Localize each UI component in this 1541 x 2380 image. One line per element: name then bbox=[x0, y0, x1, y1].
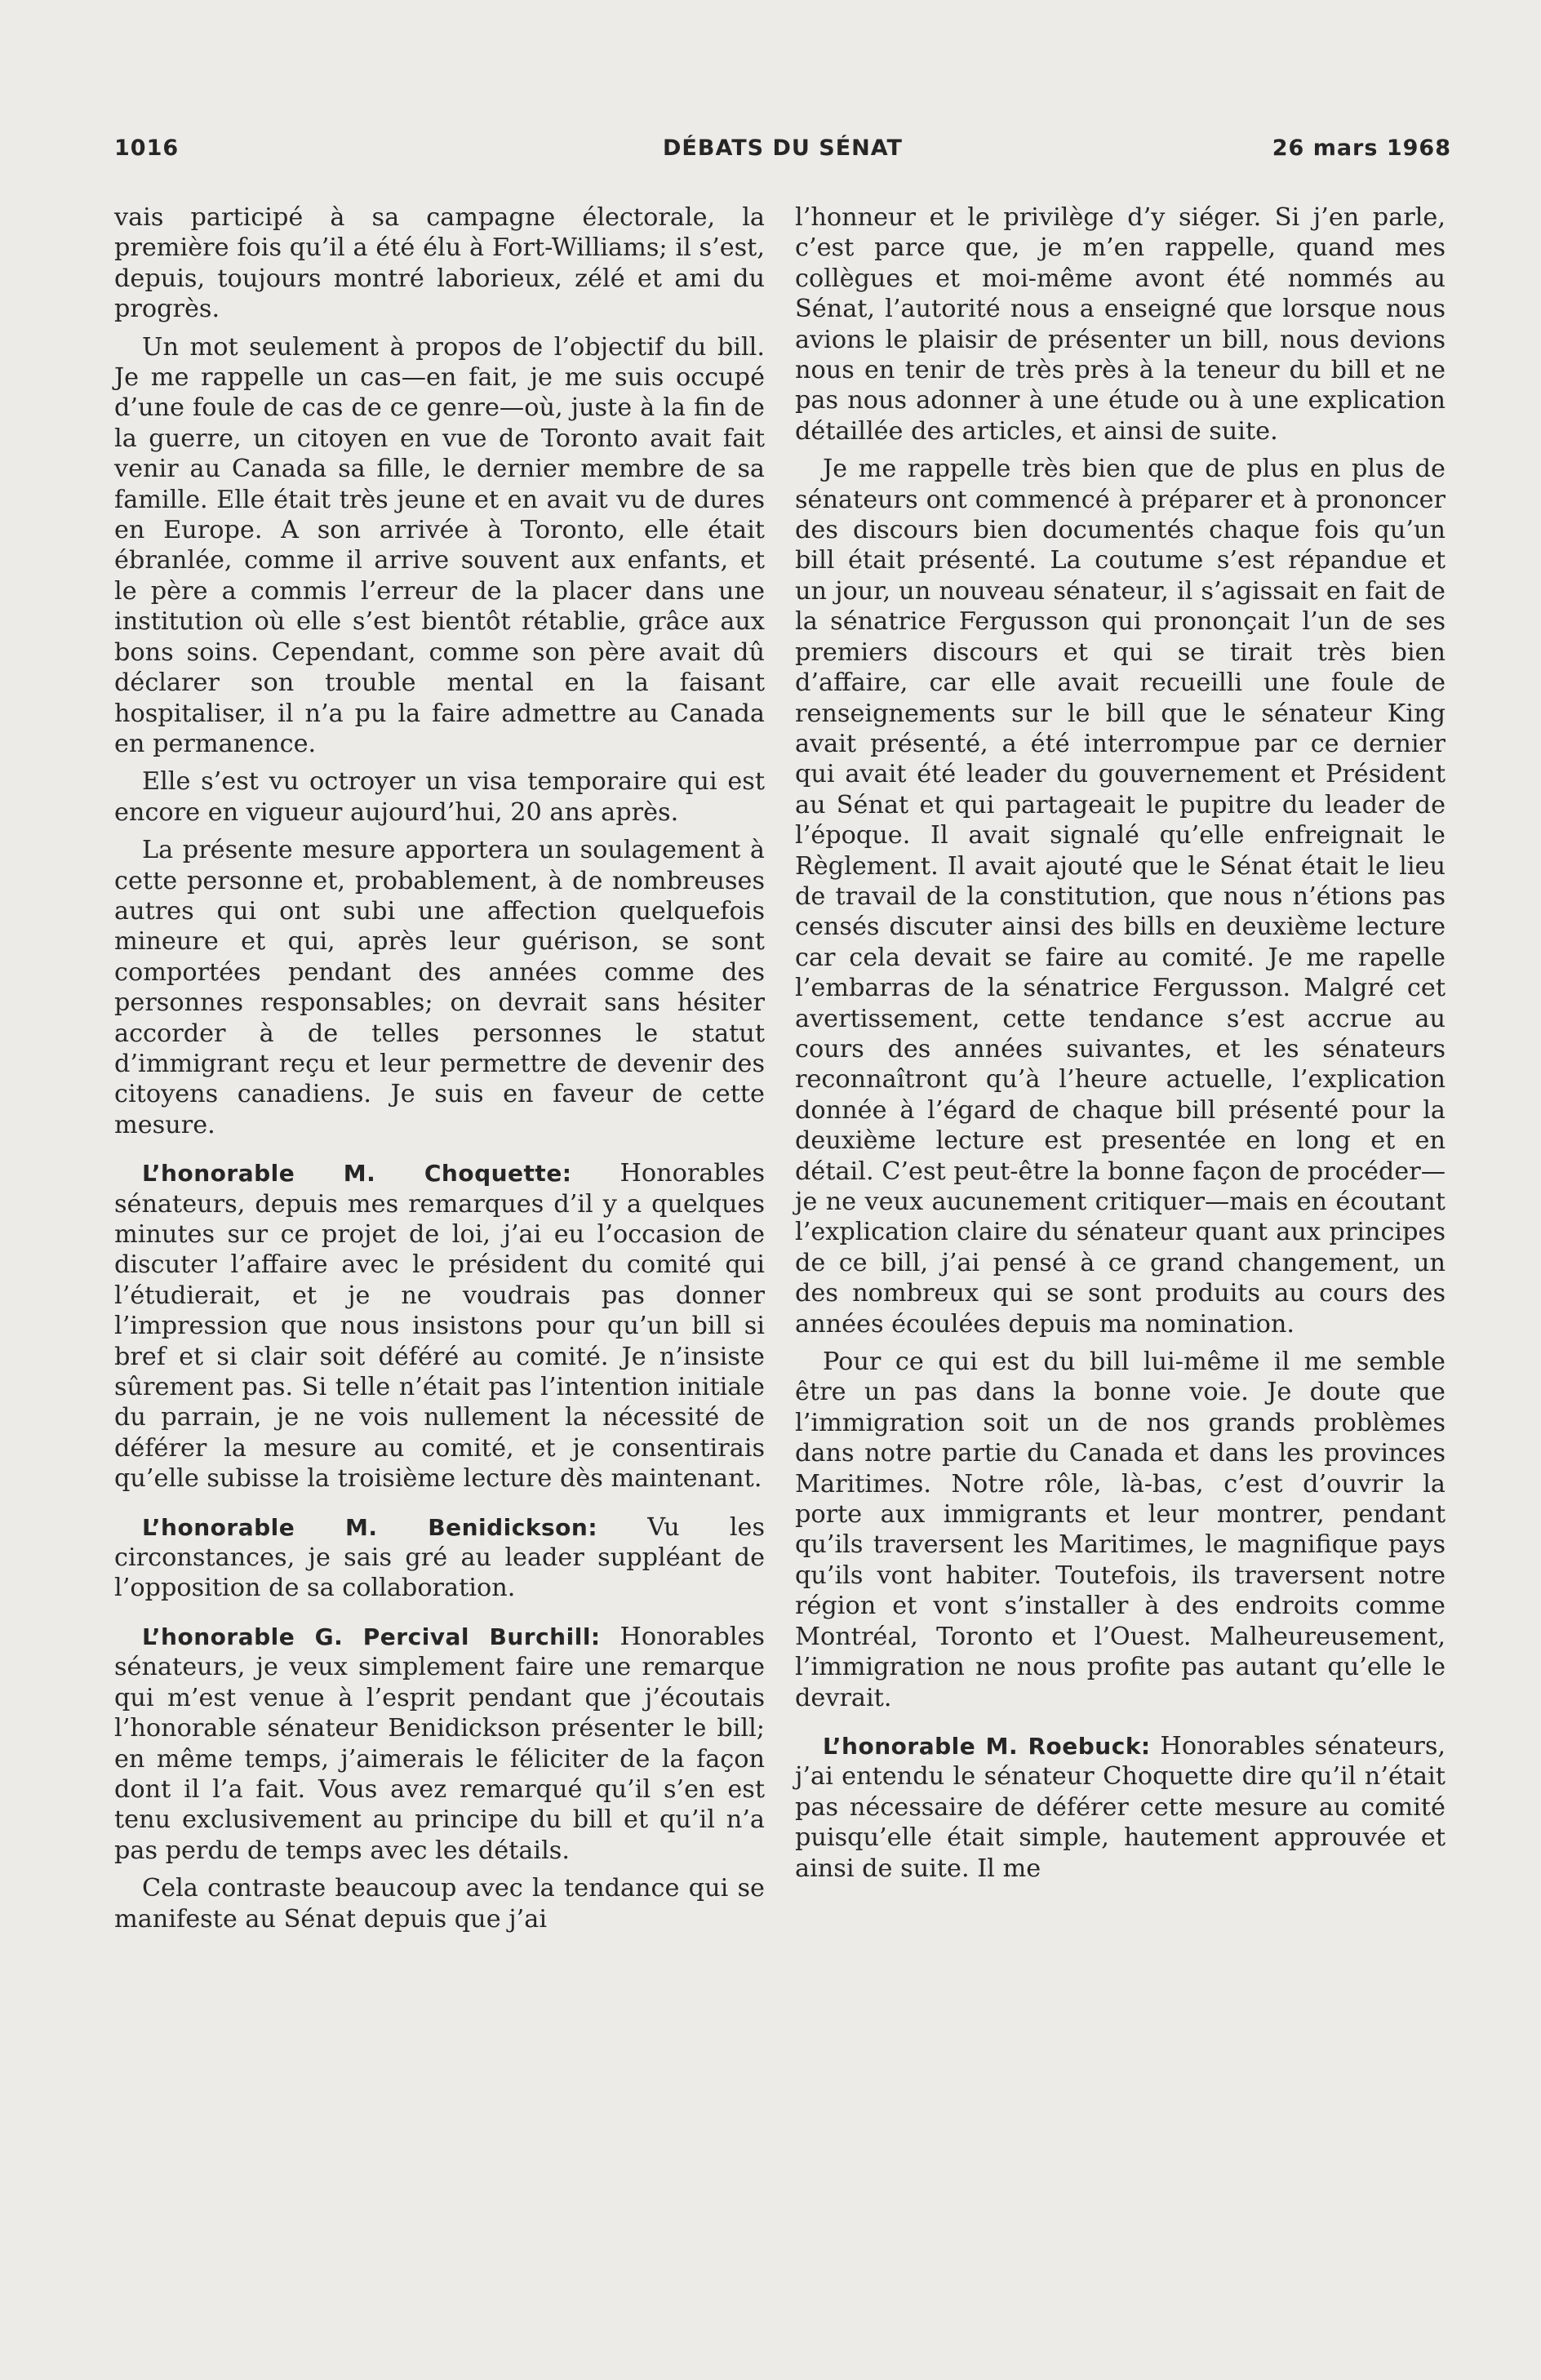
speech-paragraph bbox=[114, 1158, 765, 1494]
paragraph: Elle s’est vu octroyer un visa temporaire qui est encore en vigueur aujourd’hui, 20 ans après. bbox=[114, 767, 765, 827]
speech-paragraph bbox=[795, 1731, 1446, 1884]
page-number: 1016 bbox=[114, 135, 180, 161]
page-date: 26 mars 1968 bbox=[1272, 135, 1451, 161]
paragraph: Je me rappelle très bien que de plus en plus de sénateurs ont commencé à préparer et à prononcer des discours bien documentés chaque fois qu’un bill était présenté. La coutume s’est répandue et un jour, un nouveau sénateur, il s’agissait en fait de la sénatrice Fergusson qui prononçait l’un de ses premiers discours et qui se tirait très bien d’affaire, car elle avait recueilli une foule de renseignements sur le bill que le sénateur King avait présenté, a été interrompue par ce dernier qui avait été leader du gouvernement et Président au Sénat et qui partageait le pupitre du leader de l’époque. Il avait signalé qu’elle enfreignait le Règlement. Il avait ajouté que le Sénat était le lieu de travail de la constitution, que nous n’étions pas censés discuter ainsi des bills en deuxième lecture car cela devait se faire au comité. Je me rapelle l’embarras de la sénatrice Fergusson. Malgré cet avertissement, cette tendance s’est accrue au cours des années suivantes, et les sénateurs reconnaîtront qu’à l’heure actuelle, l’explication donnée à l’égard de chaque bill présenté pour la deuxième lecture est presentée en long et en détail. C’est peut-être la bonne façon de procéder—je ne veux aucunement critiquer—mais en écoutant l’explication claire du sénateur quant aux principes de ce bill, j’ai pensé à ce grand changement, un des nombreux qui se sont produits au cours des années écoulées depuis ma nomination. bbox=[795, 455, 1446, 1339]
speech-paragraph bbox=[114, 1622, 765, 1866]
speech-text: Vu les circonstances, je sais gré au leader suppléant de l’opposition de sa collaboration. bbox=[114, 1512, 765, 1603]
speech-paragraph bbox=[114, 1512, 765, 1604]
paragraph: Cela contraste beaucoup avec la tendance qui se manifeste au Sénat depuis que j’ai bbox=[114, 1874, 765, 1934]
paragraph: vais participé à sa campagne électorale, la première fois qu’il a été élu à Fort-Williams; il s’est, depuis, toujours montré laborieux, zélé et ami du progrès. bbox=[114, 203, 765, 324]
speech-text: Honorables sénateurs, depuis mes remarques d’il y a quelques minutes sur ce projet de loi, j’ai eu l’occasion de discuter l’affaire avec le président du comité qui l’étudierait, et je ne voudrais pas donner l’impression que nous insistons pour qu’un bill si bref et si clair soit déféré au comité. Je n’insiste sûrement pas. Si telle n’était pas l’intention initiale du parrain, je ne vois nullement la nécessité de déférer la mesure au comité, et je consentirais qu’elle subisse la troisième lecture dès maintenant. bbox=[114, 1159, 765, 1494]
speech-text: Honorables sénateurs, j’ai entendu le sénateur Choquette dire qu’il n’était pas nécessaire de déférer cette mesure au comité puisqu’elle était simple, hautement approuvée et ainsi de suite. Il me bbox=[795, 1731, 1446, 1883]
page-header bbox=[114, 135, 1451, 171]
speaker-name: L’honorable G. Percival Burchill: bbox=[142, 1623, 601, 1650]
paragraph: Un mot seulement à propos de l’objectif du bill. Je me rappelle un cas—en fait, je me suis occupé d’une foule de cas de ce genre—où, juste à la fin de la guerre, un citoyen en vue de Toronto avait fait venir au Canada sa fille, le dernier membre de sa famille. Elle était très jeune et en avait vu de dures en Europe. A son arrivée à Toronto, elle était ébranlée, comme il arrive souvent aux enfants, et le père a commis l’erreur de la placer dans une institution où elle s’est bientôt rétablie, grâce aux bons soins. Cependant, comme son père avait dû déclarer son trouble mental en la faisant hospitaliser, il n’a pu la faire admettre au Canada en permanence. bbox=[114, 332, 765, 758]
speaker-name: L’honorable M. Benidickson: bbox=[142, 1513, 598, 1541]
speaker-name: L’honorable M. Choquette: bbox=[142, 1160, 572, 1188]
paragraph: La présente mesure apportera un soulagement à cette personne et, probablement, à de nombreuses autres qui ont subi une affection quelquefois mineure et qui, après leur guérison, se sont comportées pendant des années comme des personnes responsables; on devrait sans hésiter accorder à de telles personnes le statut d’immigrant reçu et leur permettre de devenir des citoyens canadiens. Je suis en faveur de cette mesure. bbox=[114, 836, 765, 1139]
speech-text: Honorables sénateurs, je veux simplement faire une remarque qui m’est venue à l’esprit pendant que j’écoutais l’honorable sénateur Benidickson présenter le bill; en même temps, j’aimerais le féliciter de la façon dont il l’a fait. Vous avez remarqué qu’il s’en est tenu exclusivement au principe du bill et qu’il n’a pas perdu de temps avec les détails. bbox=[114, 1622, 765, 1865]
paragraph: l’honneur et le privilège d’y siéger. Si j’en parle, c’est parce que, je m’en rappelle, quand mes collègues et moi-même avont été nommés au Sénat, l’autorité nous a enseigné que lorsque nous avions le plaisir de présenter un bill, nous devions nous en tenir de très près à la teneur du bill et ne pas nous adonner à une étude ou à une explication détaillée des articles, et ainsi de suite. bbox=[795, 203, 1446, 446]
paragraph: Pour ce qui est du bill lui-même il me semble être un pas dans la bonne voie. Je doute que l’immigration soit un de nos grands problèmes dans notre partie du Canada et dans les provinces Maritimes. Notre rôle, là-bas, c’est d’ouvrir la porte aux immigrants et leur montrer, pendant qu’ils traversent les Maritimes, le magnifique pays qu’ils vont habiter. Toutefois, ils traversent notre région et vont s’installer à des endroits comme Montréal, Toronto et l’Ouest. Malheureusement, l’immigration ne nous profite pas autant qu’elle le devrait. bbox=[795, 1348, 1446, 1712]
right-column bbox=[795, 202, 1446, 1891]
page-title: DÉBATS DU SÉNAT bbox=[663, 135, 903, 161]
speaker-name: L’honorable M. Roebuck: bbox=[823, 1732, 1151, 1760]
left-column bbox=[114, 202, 765, 1942]
